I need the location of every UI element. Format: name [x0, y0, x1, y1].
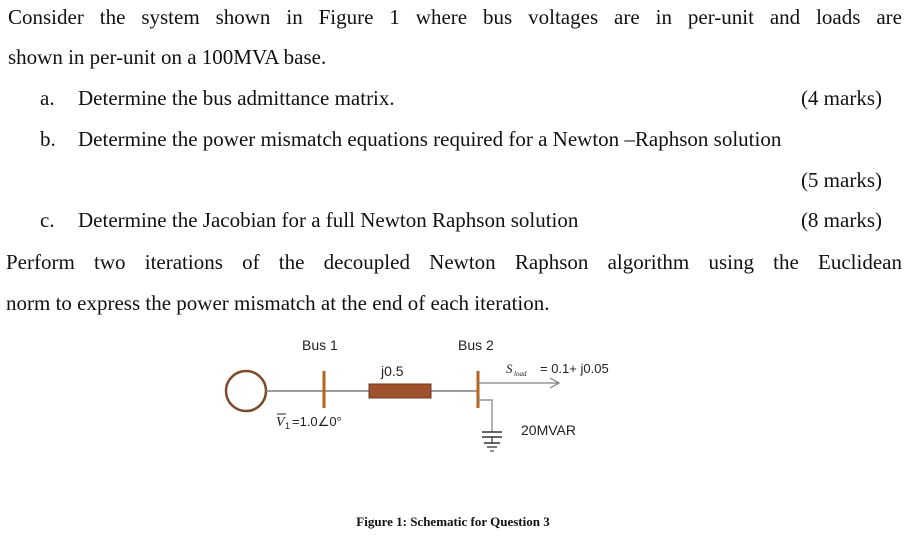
impedance-box: [369, 384, 431, 398]
question-a-marks: (4 marks): [800, 86, 882, 110]
perform-line-2: norm to express the power mismatch at the end of each iteration.: [6, 291, 550, 315]
perform-line-1: Perform two iterations of the decoupled Newton Raphson algorithm using the Euclidean: [6, 250, 902, 274]
load-symbol: S: [506, 361, 513, 376]
intro-line-1: Consider the system shown in Figure 1 where bus voltages are in per-unit and loads are: [8, 5, 902, 29]
bus-1-label: Bus 1: [302, 337, 338, 353]
intro-line-2: shown in per-unit on a 100MVA base.: [8, 45, 327, 69]
question-c-letter: c.: [40, 208, 55, 232]
generator-icon: [226, 371, 266, 411]
shunt-label: 20MVAR: [521, 422, 576, 438]
question-b-text: Determine the power mismatch equations required for a Newton –Raphson solution: [78, 127, 782, 151]
voltage-value: =1.0∠0°: [292, 414, 342, 429]
question-c-marks: (8 marks): [800, 208, 882, 232]
question-c-text: Determine the Jacobian for a full Newton Raphson solution: [78, 208, 579, 232]
voltage-symbol: V: [276, 415, 285, 430]
impedance-label: j0.5: [381, 363, 404, 379]
voltage-subscript: 1: [285, 421, 291, 431]
question-b-letter: b.: [40, 127, 56, 151]
figure-caption: Figure 1: Schematic for Question 3: [356, 514, 550, 529]
question-a-text: Determine the bus admittance matrix.: [78, 86, 395, 110]
shunt-branch: [478, 400, 492, 432]
bus-2-label: Bus 2: [458, 337, 494, 353]
question-a-letter: a.: [40, 86, 55, 110]
question-b-marks: (5 marks): [800, 168, 882, 192]
load-subscript: load: [514, 370, 527, 378]
load-value: = 0.1+ j0.05: [540, 361, 609, 376]
